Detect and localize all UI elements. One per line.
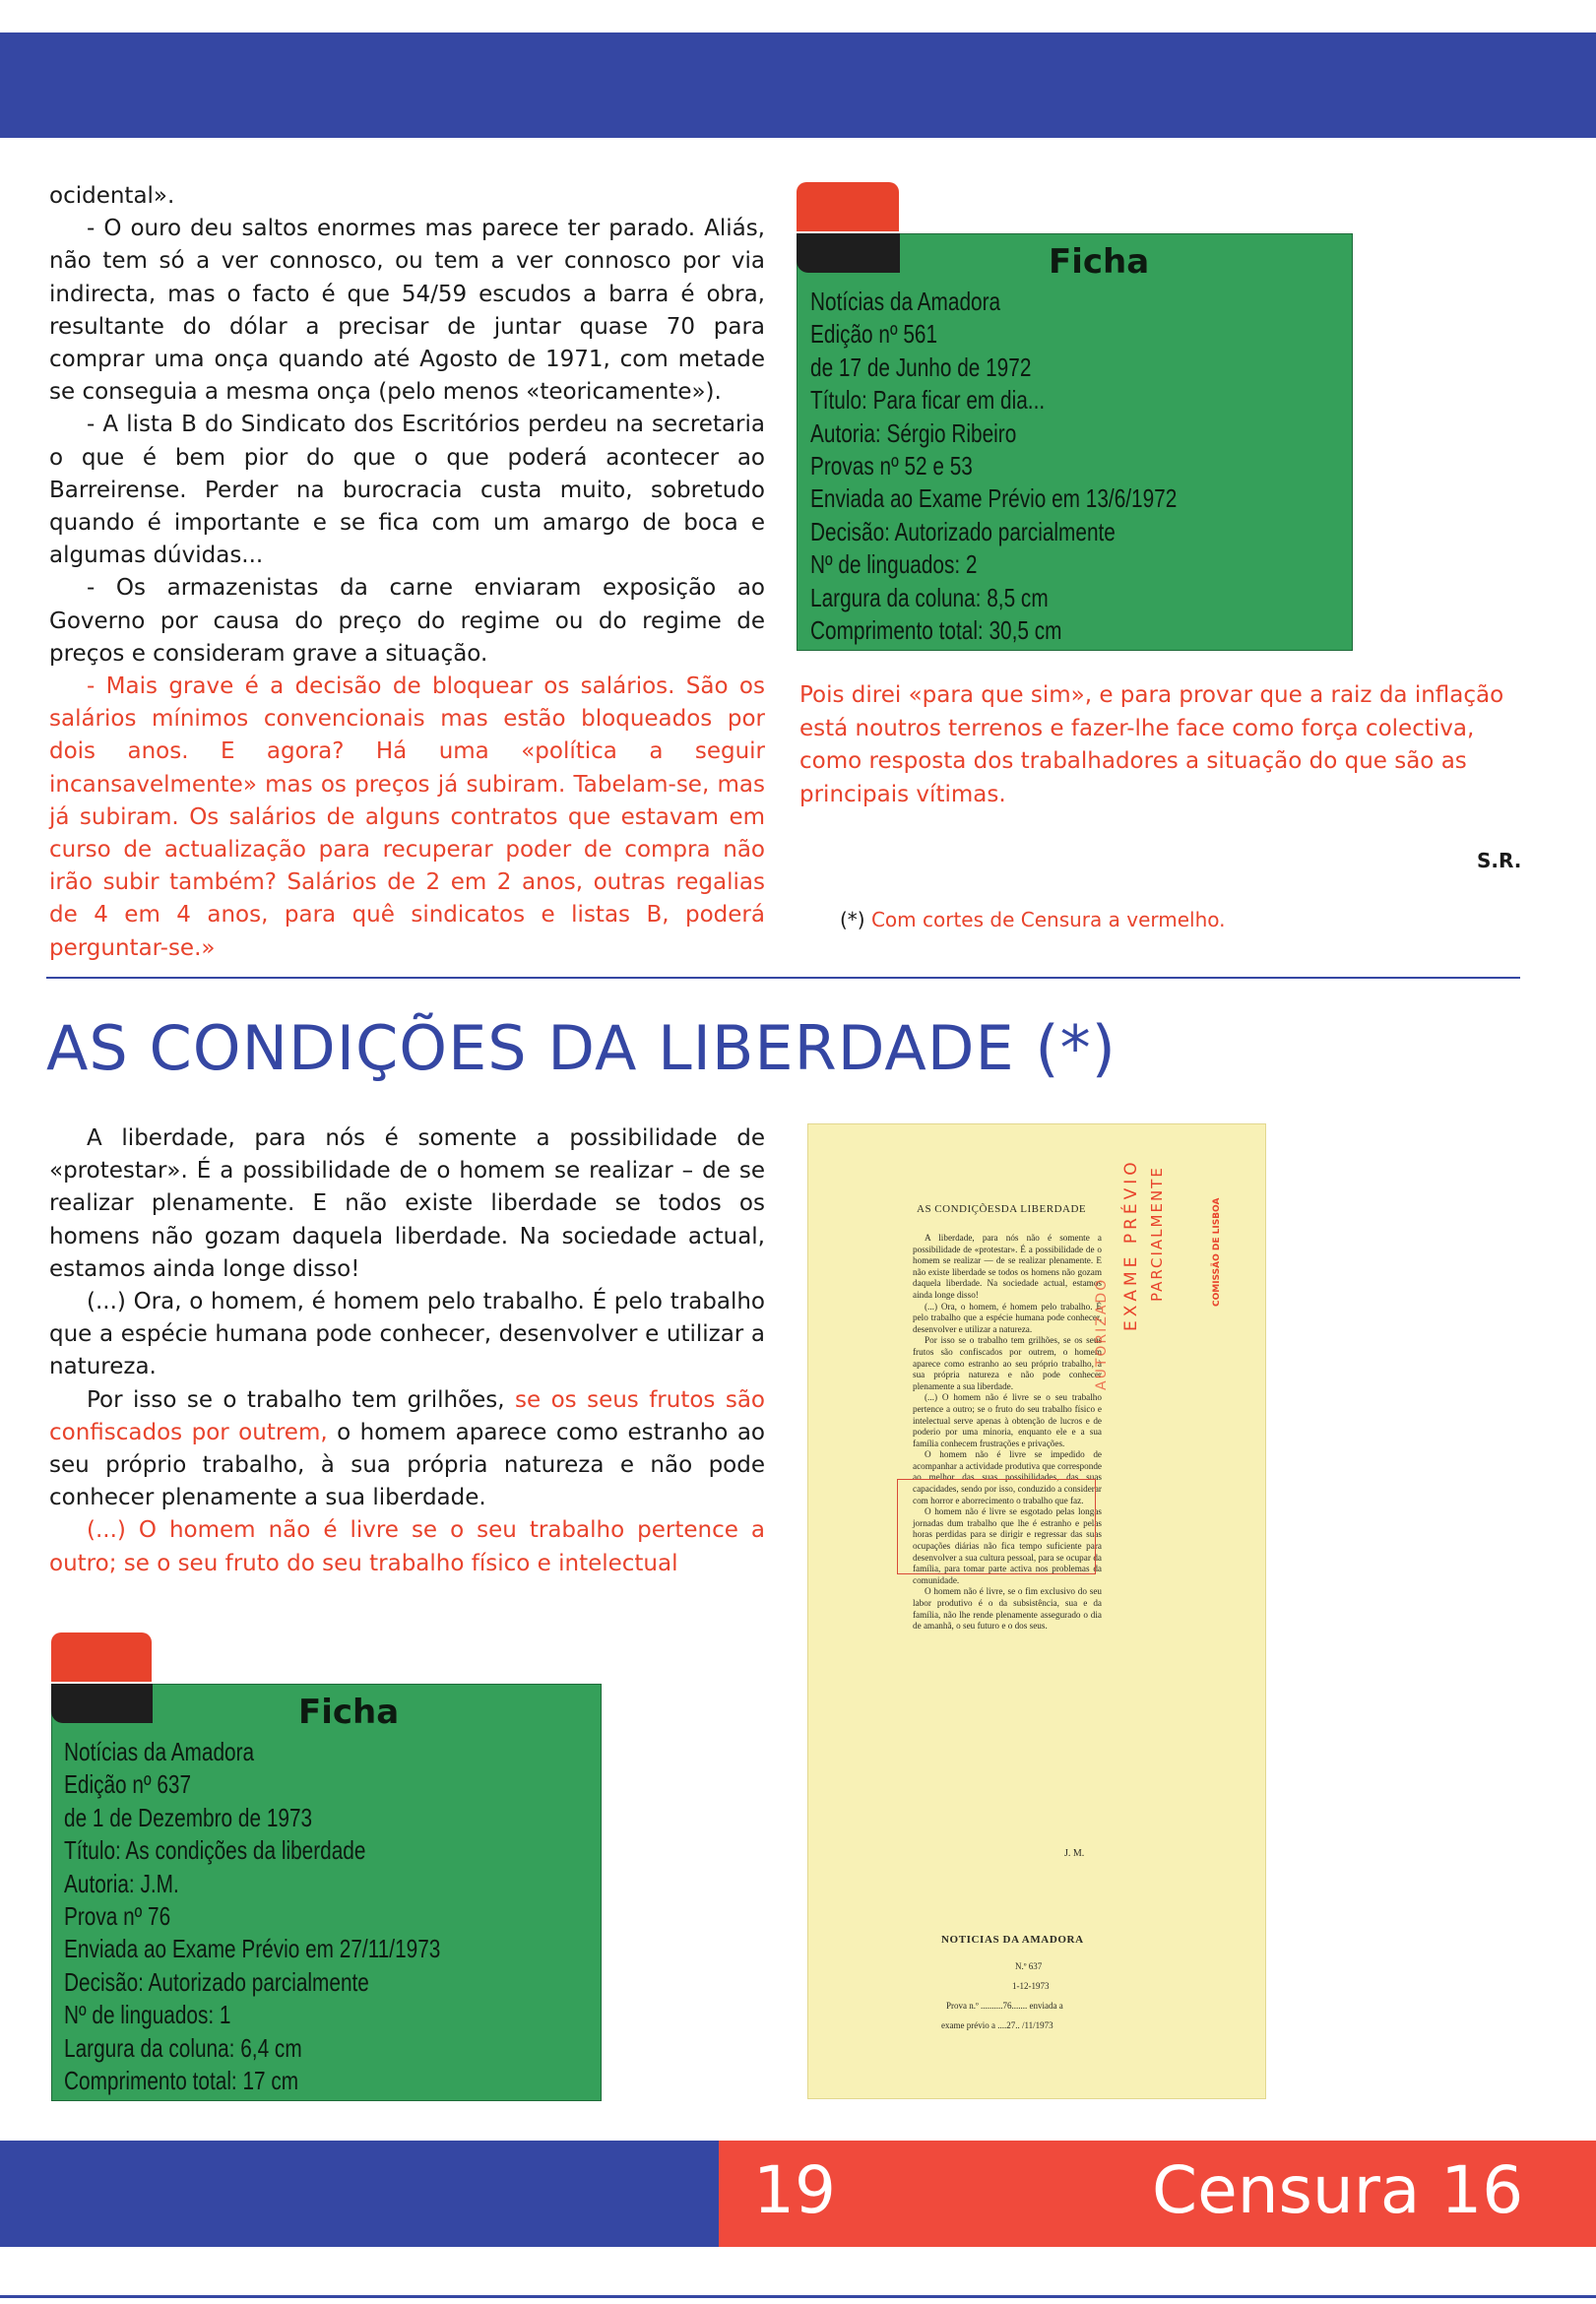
article-paragraph: - Os armazenistas da carne enviaram exposição ao Governo por causa do preço do regime ou do regime de preços e consideram grave a situação. bbox=[49, 575, 765, 667]
ficha-tab-black bbox=[51, 1684, 153, 1723]
scan-paragraph: O homem não é livre, se o fim exclusivo do seu labor produtivo é o da subsistência, sua e da família, não lhe rende plenamente assegurado o dia de amanhã, o seu futuro e o dos seus. bbox=[913, 1586, 1102, 1632]
scan-footer-number: N.º 637 bbox=[1015, 1961, 1043, 1971]
scan-paragraph: O homem não é livre se esgotado pelas longas jornadas dum trabalho que lhe é estranho e pelas horas perdidas para se dirigir e regressar das suas ocupações diárias não fica tempo suficiente para desenvolver a sua cultura pessoal, para se ocupar da família, para tomar parte activa nos problemas da comunidade. bbox=[913, 1506, 1102, 1585]
censorship-note bbox=[840, 908, 1226, 931]
section-headline: AS CONDIÇÕES DA LIBERDADE (*) bbox=[46, 1012, 1117, 1084]
stamp-exame-previo: EXAME PRÉVIO bbox=[1121, 1158, 1141, 1331]
scan-paragraph: O homem não é livre se impedido de acompanhar a actividade produtiva que corresponde ao melhor das suas possibilidades, das suas capacidades, sendo por isso, conduzido a considerar com horror e aborrecimento o trabalho que faz. bbox=[913, 1449, 1102, 1505]
section-divider bbox=[46, 977, 1520, 979]
scan-footer-date: 1-12-1973 bbox=[1012, 1981, 1050, 1991]
ficha-title: Ficha bbox=[1049, 242, 1150, 282]
bottom-rule bbox=[0, 2295, 1596, 2298]
scan-paragraph: (...) O homem não é livre se o seu trabalho pertence a outro; se o fruto do seu trabalho físico e intelectual serve apenas à obtenção de lucros e de poderio por uma minoria, enquanto ele e a sua família conhecem frustrações e privações. bbox=[913, 1392, 1102, 1448]
ficha-title: Ficha bbox=[298, 1693, 400, 1732]
ficha-line: Edição nº 637 bbox=[64, 1769, 192, 1800]
article-paragraph: - A lista B do Sindicato dos Escritórios perdeu na secretaria o que é bem pior do que o que poderá acontecer ao Barreirense. Perder na burocracia custa muito, sobretudo quando é importante e se fica com um amargo de boca e algumas dúvidas... bbox=[49, 412, 765, 569]
scanned-proof bbox=[807, 1123, 1266, 2099]
article-paragraph: (...) Ora, o homem, é homem pelo trabalho. É pelo trabalho que a espécie humana pode conhecer, desenvolver e utilizar a natureza. bbox=[49, 1289, 765, 1380]
ficha-line: Título: As condições da liberdade bbox=[64, 1835, 366, 1866]
censorship-note-text bbox=[840, 908, 1226, 931]
closing-quote: Pois direi «para que sim», e para provar que a raiz da inflação está noutros terrenos e fazer-lhe face como força colectiva, como resposta dos trabalhadores a situação do que são as principais vítimas. bbox=[799, 682, 1504, 807]
ficha-line: Nº de linguados: 1 bbox=[64, 2000, 231, 2030]
ficha-card-1 bbox=[797, 233, 1353, 651]
journal-title: Censura 16 bbox=[1152, 2152, 1524, 2228]
ficha-tab-black bbox=[797, 233, 900, 273]
ficha-line: Enviada ao Exame Prévio em 13/6/1972 bbox=[810, 483, 1178, 514]
ficha-line: Enviada ao Exame Prévio em 27/11/1973 bbox=[64, 1934, 441, 1964]
ficha-line: Edição nº 561 bbox=[810, 319, 938, 350]
article-text: Por isso se o trabalho tem grilhões, bbox=[87, 1386, 516, 1413]
ficha-line: Provas nº 52 e 53 bbox=[810, 450, 973, 480]
censored-text: se os seus frutos são confiscados por outrem, bbox=[49, 1386, 765, 1445]
ficha-tab-red bbox=[797, 182, 899, 231]
ficha-line: Decisão: Autorizado parcialmente bbox=[810, 516, 1116, 546]
ficha-line: Comprimento total: 17 cm bbox=[64, 2065, 299, 2095]
scan-footer-title: NOTICIAS DA AMADORA bbox=[941, 1934, 1084, 1946]
signature-sr: S.R. bbox=[1477, 849, 1522, 872]
ficha-line: Comprimento total: 30,5 cm bbox=[810, 614, 1062, 645]
ficha-card-2 bbox=[51, 1684, 602, 2101]
article-paragraph bbox=[49, 1384, 765, 1515]
scan-footer-exame: exame prévio a ....27.. /11/1973 bbox=[941, 2020, 1053, 2030]
ficha-line: Notícias da Amadora bbox=[64, 1737, 255, 1766]
ficha-line: Largura da coluna: 8,5 cm bbox=[810, 582, 1049, 612]
stamp-parcialmente: PARCIALMENTE bbox=[1148, 1166, 1166, 1302]
article-paragraph: A liberdade, para nós é somente a possibilidade de «protestar». É a possibilidade de o homem se realizar – de se realizar plenamente. E não existe liberdade se todos os homens não gozam daquela liberdade. Na sociedade actual, estamos ainda longe disso! bbox=[49, 1125, 765, 1282]
scan-title: AS CONDIÇÕESDA LIBERDADE bbox=[917, 1203, 1087, 1215]
liberdade-article bbox=[49, 1122, 765, 1580]
footnote-marker: (*) bbox=[840, 908, 871, 931]
ficha-lines bbox=[810, 286, 1177, 647]
ficha-line: Título: Para ficar em dia... bbox=[810, 385, 1046, 416]
ficha-line: Decisão: Autorizado parcialmente bbox=[64, 1966, 369, 1997]
page-number: 19 bbox=[753, 2152, 836, 2228]
top-article-column bbox=[49, 180, 765, 965]
scan-paragraph: A liberdade, para nós não é somente a possibilidade de «protestar». É a possibilidade de o homem se realizar — de se realizar plenamente. E não existe liberdade se todos os homens não gozam daquela liberdade. Na sociedade actual, estamos ainda longe disso! bbox=[913, 1233, 1102, 1300]
ficha-line: Prova nº 76 bbox=[64, 1900, 171, 1931]
ficha-tab-red bbox=[51, 1632, 152, 1682]
censored-paragraph: (...) O homem não é livre se o seu trabalho pertence a outro; se o seu fruto do seu trabalho físico e intelectual bbox=[49, 1517, 765, 1576]
censored-paragraph: - Mais grave é a decisão de bloquear os salários. São os salários mínimos convencionais mas estão bloqueados por dois anos. E agora? Há uma «política a seguir incansavelmente» mas os preços já subiram. Tabelam-se, mas já subiram. Os salários de alguns contratos que estavam em curso de actualização para recuperar poder de compra não irão subir também? Salários de 2 em 2 anos, outras regalias de 4 em 4 anos, para quê sindicatos e listas B, poderá perguntar-se.» bbox=[49, 673, 765, 961]
scan-paragraph: Por isso se o trabalho tem grilhões, se os seus frutos são confiscados por outrem, o homem aparece como estranho ao seu próprio trabalho, à sua própria natureza e não pode conhecer plenamente a sua liberdade. bbox=[913, 1335, 1102, 1391]
ficha-line: Autoria: Sérgio Ribeiro bbox=[810, 417, 1017, 448]
article-paragraph: ocidental». bbox=[49, 183, 175, 209]
censor-mark-box bbox=[897, 1479, 1096, 1574]
ficha-lines bbox=[64, 1736, 440, 2097]
scan-footer-prova: Prova n.º ..........76....... enviada a bbox=[946, 2001, 1063, 2011]
ficha-line: Autoria: J.M. bbox=[64, 1868, 179, 1898]
ficha-line: Largura da coluna: 6,4 cm bbox=[64, 2032, 302, 2063]
stamp-comissao: COMISSÃO DE LISBOA bbox=[1212, 1197, 1222, 1307]
ficha-line: de 1 de Dezembro de 1973 bbox=[64, 1802, 313, 1832]
footer-band-blue bbox=[0, 2141, 719, 2247]
ficha-line: Notícias da Amadora bbox=[810, 287, 1001, 316]
scan-signature: J. M. bbox=[1064, 1848, 1085, 1859]
stamp-autorizado: AUTORIZADO bbox=[1094, 1277, 1110, 1390]
scan-paragraph: (...) Ora, o homem, é homem pelo trabalho. É pelo trabalho que a espécie humana pode conhecer, desenvolver e utilizar a natureza. bbox=[913, 1301, 1102, 1334]
article-paragraph: - O ouro deu saltos enormes mas parece ter parado. Aliás, não tem só a ver connosco, ou tem a ver connosco por via indirecta, mas o facto é que 54/59 escudos a barra é obra, resultante do dólar a precisar de juntar quase 70 para comprar uma onça quando até Agosto de 1971, com metade se conseguia a mesma onça (pelo menos «teoricamente»). bbox=[49, 216, 765, 406]
article-text: o homem aparece como estranho ao seu próprio trabalho, à sua própria natureza e não pode conhecer plenamente a sua liberdade. bbox=[49, 1419, 765, 1511]
footnote-text: Com cortes de Censura a vermelho. bbox=[870, 908, 1226, 931]
ficha-line: de 17 de Junho de 1972 bbox=[810, 352, 1032, 382]
top-banner bbox=[0, 32, 1596, 138]
ficha-line: Nº de linguados: 2 bbox=[810, 549, 978, 580]
